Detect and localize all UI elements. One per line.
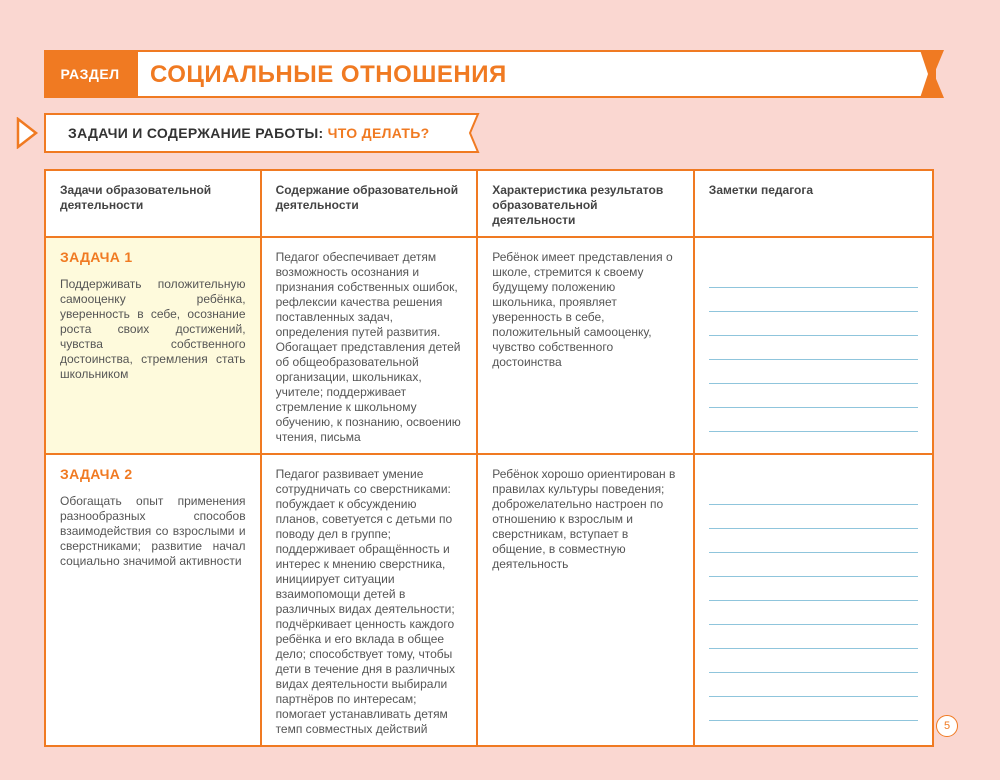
section-header	[44, 50, 944, 98]
note-line[interactable]	[709, 673, 918, 697]
note-line[interactable]	[709, 360, 918, 384]
table-row	[45, 237, 933, 454]
section-title: СОЦИАЛЬНЫЕ ОТНОШЕНИЯ	[150, 61, 507, 88]
content-cell: Педагог развивает умение сотрудничать со сверстниками: побуждает к обсуждению планов, советуется с детьми по поводу дел в группе; поддерживает обращённость и интерес к мнению сверстника, инициирует ситуации взаимопомощи детей в различных видах деятельности; подчёркивает ценность каждого ребёнка и его вклада в общее дело; способствует тому, чтобы дети в течение дня в различных видах деятельности выбирали партнёров по интересам; помогает устанавливать детям темп совместных действий	[261, 454, 478, 746]
task-cell	[45, 237, 261, 454]
table-header-row	[45, 170, 933, 237]
note-line[interactable]	[709, 529, 918, 553]
task-cell	[45, 454, 261, 746]
notes-lines	[709, 467, 918, 721]
sub-header-accent: ЧТО ДЕЛАТЬ?	[327, 125, 430, 141]
section-tag: РАЗДЕЛ	[44, 50, 136, 98]
sub-header-label: ЗАДАЧИ И СОДЕРЖАНИЕ РАБОТЫ:	[68, 125, 324, 141]
note-line[interactable]	[709, 408, 918, 432]
tasks-table	[44, 169, 934, 747]
notes-cell[interactable]	[694, 454, 933, 746]
note-line[interactable]	[709, 577, 918, 601]
note-line[interactable]	[709, 288, 918, 312]
header-content: Содержание образовательной деятельности	[261, 170, 478, 237]
notes-cell[interactable]	[694, 237, 933, 454]
note-line[interactable]	[709, 264, 918, 288]
note-line[interactable]	[709, 697, 918, 721]
ribbon-chevron-icon	[920, 50, 944, 98]
sub-header-tail-icon	[464, 113, 480, 153]
header-tasks: Задачи образовательной деятельности	[45, 170, 261, 237]
sub-header-box	[44, 113, 466, 153]
task-text: Поддерживать положительную самооценку ребёнка, уверенность в себе, осознание роста своих достижений, чувства собственного достоинства, стремления стать школьником	[60, 277, 246, 381]
result-cell: Ребёнок хорошо ориентирован в правилах культуры поведения; доброжелательно настроен по отношению к взрослым и сверстникам, вступает в общение, в совместную деятельность	[477, 454, 694, 746]
header-results: Характеристика результатов образовательной деятельности	[477, 170, 694, 237]
note-line[interactable]	[709, 481, 918, 505]
sub-header-text	[68, 125, 430, 141]
task-title: ЗАДАЧА 2	[60, 466, 133, 482]
task-text: Обогащать опыт применения разнообразных способов взаимодействия со взрослыми и сверстниками; развитие начал социально значимой активности	[60, 494, 246, 568]
note-line[interactable]	[709, 336, 918, 360]
note-line[interactable]	[709, 553, 918, 577]
table-row	[45, 454, 933, 746]
sub-header	[16, 113, 486, 153]
task-title: ЗАДАЧА 1	[60, 249, 133, 265]
note-line[interactable]	[709, 312, 918, 336]
page-number: 5	[936, 715, 958, 737]
header-notes: Заметки педагога	[694, 170, 933, 237]
note-line[interactable]	[709, 601, 918, 625]
play-arrow-icon	[16, 117, 40, 149]
note-line[interactable]	[709, 625, 918, 649]
note-line[interactable]	[709, 384, 918, 408]
note-line[interactable]	[709, 505, 918, 529]
content-cell: Педагог обеспечивает детям возможность осознания и признания собственных ошибок, рефлексии качества решения поставленных задач, определения путей развития. Обогащает представления детей об общеобразовательной организации, школьниках, учителе; поддерживает стремление к школьному обучению, к познанию, освоению чтения, письма	[261, 237, 478, 454]
section-title-box	[136, 50, 936, 98]
notes-lines	[709, 250, 918, 432]
note-line[interactable]	[709, 649, 918, 673]
result-cell: Ребёнок имеет представления о школе, стремится к своему будущему положению школьника, проявляет уверенность в себе, положительный самооценку, чувство собственного достоинства	[477, 237, 694, 454]
